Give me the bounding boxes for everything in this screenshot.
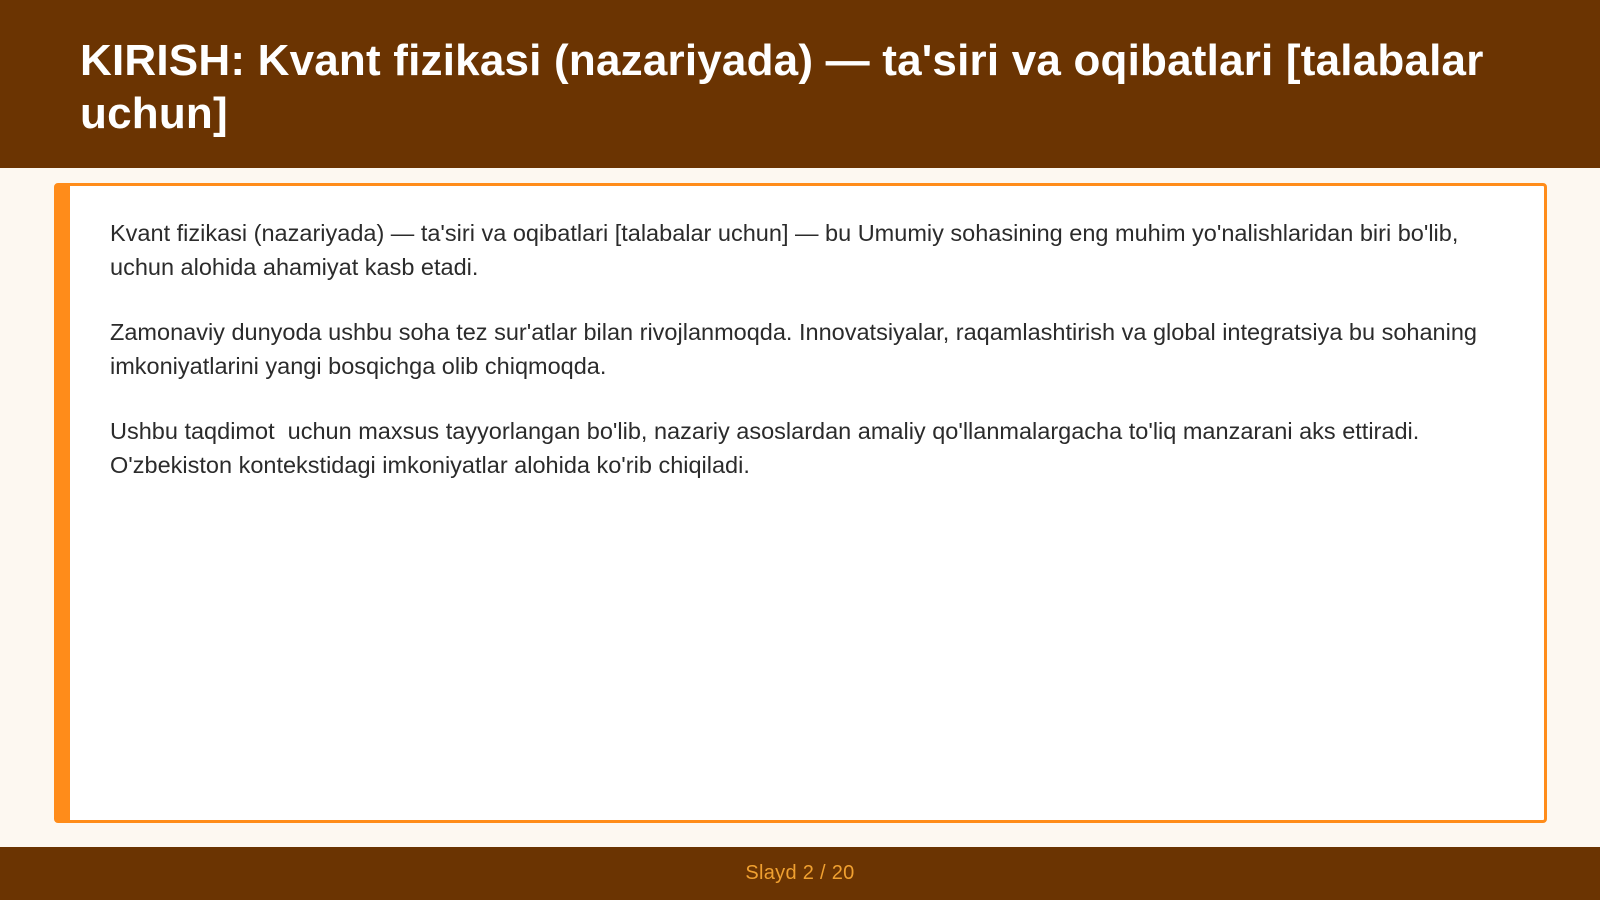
content-card — [54, 183, 1547, 823]
slide-footer — [0, 847, 1600, 900]
slide-title: KIRISH: Kvant fizikasi (nazariyada) — ta'siri va oqibatlari [talabalar uchun] — [80, 36, 1484, 138]
slide-counter: Slayd 2 / 20 — [745, 862, 855, 884]
context-paragraph: Zamonaviy dunyoda ushbu soha tez sur'atlar bilan rivojlanmoqda. Innovatsiyalar, raqamlashtirish va global integratsiya bu sohaning imkoniyatlarini yangi bosqichga olib chiqmoqda. — [110, 319, 1484, 379]
presentation-paragraph: Ushbu taqdimot uchun maxsus tayyorlangan bo'lib, nazariy asoslardan amaliy qo'llanmalargacha to'liq manzarani aks ettiradi. O'zbekiston kontekstidagi imkoniyatlar alohida ko'rib chiqiladi. — [110, 418, 1426, 478]
slide-header — [0, 0, 1600, 168]
intro-paragraph: Kvant fizikasi (nazariyada) — ta'siri va oqibatlari [talabalar uchun] — bu Umumiy sohasining eng muhim yo'nalishlaridan biri bo'lib, uchun alohida ahamiyat kasb etadi. — [110, 220, 1472, 280]
